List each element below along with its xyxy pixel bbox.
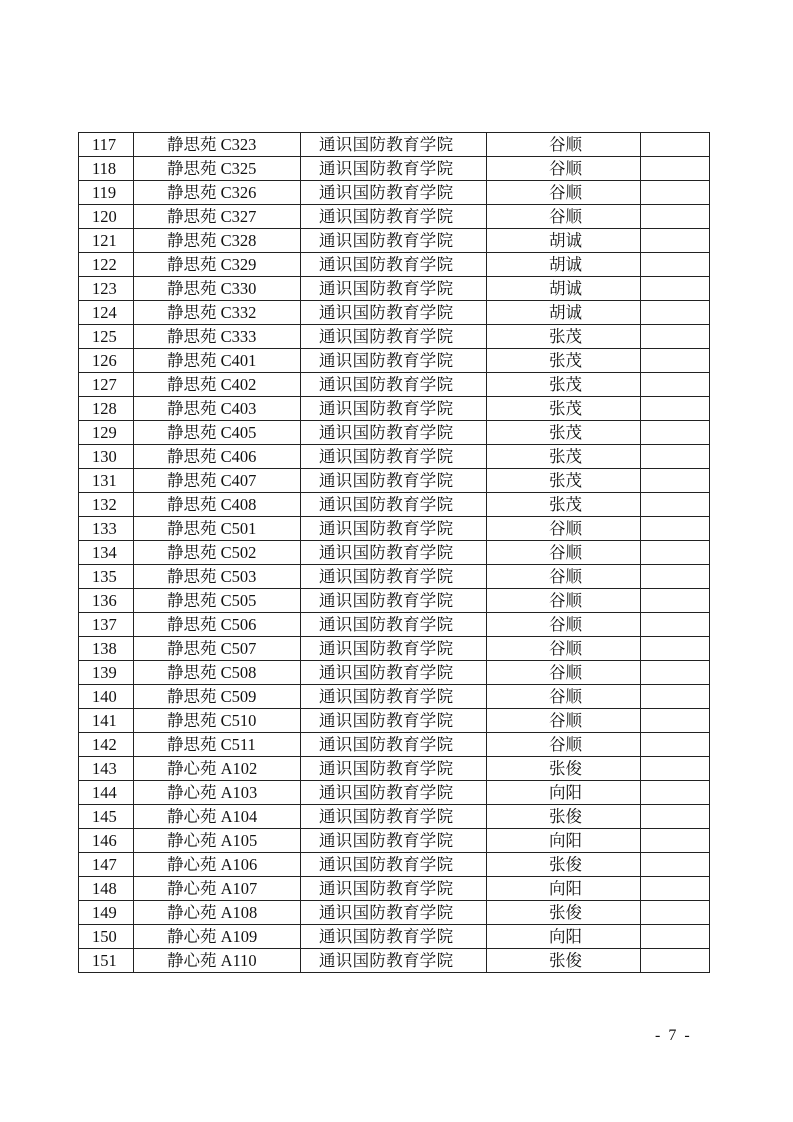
remark-cell xyxy=(641,469,710,493)
row-number: 130 xyxy=(79,445,134,469)
row-number: 150 xyxy=(79,925,134,949)
dorm-room: 静心苑 A104 xyxy=(134,805,301,829)
remark-cell xyxy=(641,829,710,853)
table-row xyxy=(79,421,710,445)
responsible-person: 谷顺 xyxy=(487,589,641,613)
college-name: 通识国防教育学院 xyxy=(301,901,487,925)
row-number: 149 xyxy=(79,901,134,925)
responsible-person: 张茂 xyxy=(487,493,641,517)
row-number: 126 xyxy=(79,349,134,373)
college-name: 通识国防教育学院 xyxy=(301,805,487,829)
responsible-person: 谷顺 xyxy=(487,637,641,661)
responsible-person: 张茂 xyxy=(487,349,641,373)
remark-cell xyxy=(641,253,710,277)
dorm-room: 静思苑 C401 xyxy=(134,349,301,373)
college-name: 通识国防教育学院 xyxy=(301,757,487,781)
dorm-room: 静心苑 A106 xyxy=(134,853,301,877)
table-row xyxy=(79,925,710,949)
remark-cell xyxy=(641,949,710,973)
responsible-person: 向阳 xyxy=(487,781,641,805)
dorm-room: 静心苑 A108 xyxy=(134,901,301,925)
college-name: 通识国防教育学院 xyxy=(301,205,487,229)
remark-cell xyxy=(641,589,710,613)
responsible-person: 谷顺 xyxy=(487,205,641,229)
row-number: 140 xyxy=(79,685,134,709)
table-row xyxy=(79,277,710,301)
row-number: 129 xyxy=(79,421,134,445)
remark-cell xyxy=(641,421,710,445)
remark-cell xyxy=(641,205,710,229)
dorm-room: 静思苑 C329 xyxy=(134,253,301,277)
college-name: 通识国防教育学院 xyxy=(301,853,487,877)
responsible-person: 张茂 xyxy=(487,421,641,445)
dorm-room: 静思苑 C407 xyxy=(134,469,301,493)
table-row xyxy=(79,781,710,805)
dorm-room: 静思苑 C405 xyxy=(134,421,301,445)
table-row xyxy=(79,133,710,157)
remark-cell xyxy=(641,613,710,637)
responsible-person: 谷顺 xyxy=(487,613,641,637)
row-number: 131 xyxy=(79,469,134,493)
row-number: 145 xyxy=(79,805,134,829)
remark-cell xyxy=(641,685,710,709)
row-number: 144 xyxy=(79,781,134,805)
table-row xyxy=(79,853,710,877)
dorm-room: 静思苑 C509 xyxy=(134,685,301,709)
remark-cell xyxy=(641,853,710,877)
table-row xyxy=(79,397,710,421)
remark-cell xyxy=(641,709,710,733)
dorm-room: 静思苑 C510 xyxy=(134,709,301,733)
table-row xyxy=(79,637,710,661)
row-number: 139 xyxy=(79,661,134,685)
responsible-person: 谷顺 xyxy=(487,157,641,181)
table-row xyxy=(79,373,710,397)
dorm-room: 静思苑 C505 xyxy=(134,589,301,613)
responsible-person: 向阳 xyxy=(487,925,641,949)
responsible-person: 谷顺 xyxy=(487,661,641,685)
responsible-person: 张俊 xyxy=(487,853,641,877)
college-name: 通识国防教育学院 xyxy=(301,565,487,589)
responsible-person: 谷顺 xyxy=(487,685,641,709)
table-row xyxy=(79,757,710,781)
remark-cell xyxy=(641,277,710,301)
college-name: 通识国防教育学院 xyxy=(301,229,487,253)
remark-cell xyxy=(641,637,710,661)
college-name: 通识国防教育学院 xyxy=(301,541,487,565)
row-number: 137 xyxy=(79,613,134,637)
row-number: 132 xyxy=(79,493,134,517)
responsible-person: 谷顺 xyxy=(487,733,641,757)
college-name: 通识国防教育学院 xyxy=(301,829,487,853)
college-name: 通识国防教育学院 xyxy=(301,421,487,445)
table-row xyxy=(79,325,710,349)
dorm-room: 静思苑 C511 xyxy=(134,733,301,757)
college-name: 通识国防教育学院 xyxy=(301,349,487,373)
dorm-room: 静思苑 C506 xyxy=(134,613,301,637)
row-number: 147 xyxy=(79,853,134,877)
table-row xyxy=(79,733,710,757)
remark-cell xyxy=(641,445,710,469)
remark-cell xyxy=(641,757,710,781)
dorm-room: 静心苑 A105 xyxy=(134,829,301,853)
remark-cell xyxy=(641,877,710,901)
college-name: 通识国防教育学院 xyxy=(301,181,487,205)
dorm-room: 静思苑 C501 xyxy=(134,517,301,541)
college-name: 通识国防教育学院 xyxy=(301,133,487,157)
responsible-person: 胡诚 xyxy=(487,229,641,253)
table-row xyxy=(79,805,710,829)
responsible-person: 谷顺 xyxy=(487,181,641,205)
dorm-room: 静心苑 A107 xyxy=(134,877,301,901)
remark-cell xyxy=(641,733,710,757)
dorm-room: 静心苑 A103 xyxy=(134,781,301,805)
dorm-room: 静思苑 C508 xyxy=(134,661,301,685)
dorm-room: 静思苑 C330 xyxy=(134,277,301,301)
table-row xyxy=(79,901,710,925)
row-number: 128 xyxy=(79,397,134,421)
responsible-person: 胡诚 xyxy=(487,253,641,277)
responsible-person: 张俊 xyxy=(487,757,641,781)
table-row xyxy=(79,469,710,493)
row-number: 119 xyxy=(79,181,134,205)
table-row xyxy=(79,613,710,637)
dorm-room: 静思苑 C408 xyxy=(134,493,301,517)
table-row xyxy=(79,157,710,181)
college-name: 通识国防教育学院 xyxy=(301,397,487,421)
remark-cell xyxy=(641,349,710,373)
responsible-person: 谷顺 xyxy=(487,565,641,589)
responsible-person: 张俊 xyxy=(487,901,641,925)
row-number: 123 xyxy=(79,277,134,301)
table-row xyxy=(79,709,710,733)
dorm-room: 静心苑 A102 xyxy=(134,757,301,781)
college-name: 通识国防教育学院 xyxy=(301,517,487,541)
responsible-person: 胡诚 xyxy=(487,277,641,301)
responsible-person: 胡诚 xyxy=(487,301,641,325)
dorm-room: 静思苑 C507 xyxy=(134,637,301,661)
remark-cell xyxy=(641,301,710,325)
college-name: 通识国防教育学院 xyxy=(301,325,487,349)
dorm-room: 静思苑 C326 xyxy=(134,181,301,205)
college-name: 通识国防教育学院 xyxy=(301,589,487,613)
college-name: 通识国防教育学院 xyxy=(301,709,487,733)
responsible-person: 谷顺 xyxy=(487,709,641,733)
responsible-person: 张俊 xyxy=(487,805,641,829)
row-number: 136 xyxy=(79,589,134,613)
college-name: 通识国防教育学院 xyxy=(301,877,487,901)
college-name: 通识国防教育学院 xyxy=(301,733,487,757)
row-number: 124 xyxy=(79,301,134,325)
row-number: 125 xyxy=(79,325,134,349)
remark-cell xyxy=(641,925,710,949)
dorm-room: 静思苑 C503 xyxy=(134,565,301,589)
responsible-person: 谷顺 xyxy=(487,133,641,157)
responsible-person: 谷顺 xyxy=(487,517,641,541)
remark-cell xyxy=(641,541,710,565)
dorm-room: 静思苑 C332 xyxy=(134,301,301,325)
college-name: 通识国防教育学院 xyxy=(301,301,487,325)
row-number: 138 xyxy=(79,637,134,661)
table-row xyxy=(79,253,710,277)
row-number: 134 xyxy=(79,541,134,565)
dorm-room: 静思苑 C323 xyxy=(134,133,301,157)
table-row xyxy=(79,301,710,325)
row-number: 141 xyxy=(79,709,134,733)
dorm-room: 静思苑 C403 xyxy=(134,397,301,421)
remark-cell xyxy=(641,805,710,829)
table-row xyxy=(79,493,710,517)
responsible-person: 张茂 xyxy=(487,469,641,493)
room-assignment-table xyxy=(78,132,710,973)
responsible-person: 向阳 xyxy=(487,877,641,901)
dorm-room: 静思苑 C327 xyxy=(134,205,301,229)
remark-cell xyxy=(641,661,710,685)
row-number: 120 xyxy=(79,205,134,229)
remark-cell xyxy=(641,493,710,517)
remark-cell xyxy=(641,229,710,253)
responsible-person: 向阳 xyxy=(487,829,641,853)
row-number: 127 xyxy=(79,373,134,397)
remark-cell xyxy=(641,373,710,397)
dorm-room: 静思苑 C333 xyxy=(134,325,301,349)
table-row xyxy=(79,589,710,613)
responsible-person: 张茂 xyxy=(487,397,641,421)
remark-cell xyxy=(641,325,710,349)
row-number: 146 xyxy=(79,829,134,853)
college-name: 通识国防教育学院 xyxy=(301,613,487,637)
remark-cell xyxy=(641,133,710,157)
row-number: 121 xyxy=(79,229,134,253)
row-number: 143 xyxy=(79,757,134,781)
responsible-person: 张茂 xyxy=(487,445,641,469)
responsible-person: 张俊 xyxy=(487,949,641,973)
dorm-room: 静心苑 A110 xyxy=(134,949,301,973)
table-row xyxy=(79,661,710,685)
row-number: 117 xyxy=(79,133,134,157)
row-number: 142 xyxy=(79,733,134,757)
table-row xyxy=(79,829,710,853)
table-row xyxy=(79,445,710,469)
remark-cell xyxy=(641,565,710,589)
table-row xyxy=(79,565,710,589)
dorm-room: 静心苑 A109 xyxy=(134,925,301,949)
remark-cell xyxy=(641,397,710,421)
college-name: 通识国防教育学院 xyxy=(301,469,487,493)
row-number: 133 xyxy=(79,517,134,541)
college-name: 通识国防教育学院 xyxy=(301,277,487,301)
dorm-room: 静思苑 C406 xyxy=(134,445,301,469)
dorm-room: 静思苑 C402 xyxy=(134,373,301,397)
responsible-person: 谷顺 xyxy=(487,541,641,565)
responsible-person: 张茂 xyxy=(487,373,641,397)
remark-cell xyxy=(641,157,710,181)
row-number: 122 xyxy=(79,253,134,277)
remark-cell xyxy=(641,901,710,925)
row-number: 118 xyxy=(79,157,134,181)
dorm-room: 静思苑 C325 xyxy=(134,157,301,181)
row-number: 135 xyxy=(79,565,134,589)
page-number: - 7 - xyxy=(655,1027,692,1044)
table-row xyxy=(79,181,710,205)
table-row xyxy=(79,685,710,709)
college-name: 通识国防教育学院 xyxy=(301,157,487,181)
table-row xyxy=(79,517,710,541)
dorm-room: 静思苑 C328 xyxy=(134,229,301,253)
remark-cell xyxy=(641,517,710,541)
table-row xyxy=(79,949,710,973)
responsible-person: 张茂 xyxy=(487,325,641,349)
table-row xyxy=(79,205,710,229)
college-name: 通识国防教育学院 xyxy=(301,637,487,661)
dorm-room: 静思苑 C502 xyxy=(134,541,301,565)
table-row xyxy=(79,541,710,565)
college-name: 通识国防教育学院 xyxy=(301,445,487,469)
remark-cell xyxy=(641,181,710,205)
college-name: 通识国防教育学院 xyxy=(301,493,487,517)
row-number: 151 xyxy=(79,949,134,973)
table-row xyxy=(79,229,710,253)
table-row xyxy=(79,349,710,373)
college-name: 通识国防教育学院 xyxy=(301,685,487,709)
row-number: 148 xyxy=(79,877,134,901)
college-name: 通识国防教育学院 xyxy=(301,253,487,277)
table-row xyxy=(79,877,710,901)
college-name: 通识国防教育学院 xyxy=(301,925,487,949)
college-name: 通识国防教育学院 xyxy=(301,661,487,685)
table-body xyxy=(79,133,710,973)
college-name: 通识国防教育学院 xyxy=(301,373,487,397)
college-name: 通识国防教育学院 xyxy=(301,949,487,973)
remark-cell xyxy=(641,781,710,805)
college-name: 通识国防教育学院 xyxy=(301,781,487,805)
